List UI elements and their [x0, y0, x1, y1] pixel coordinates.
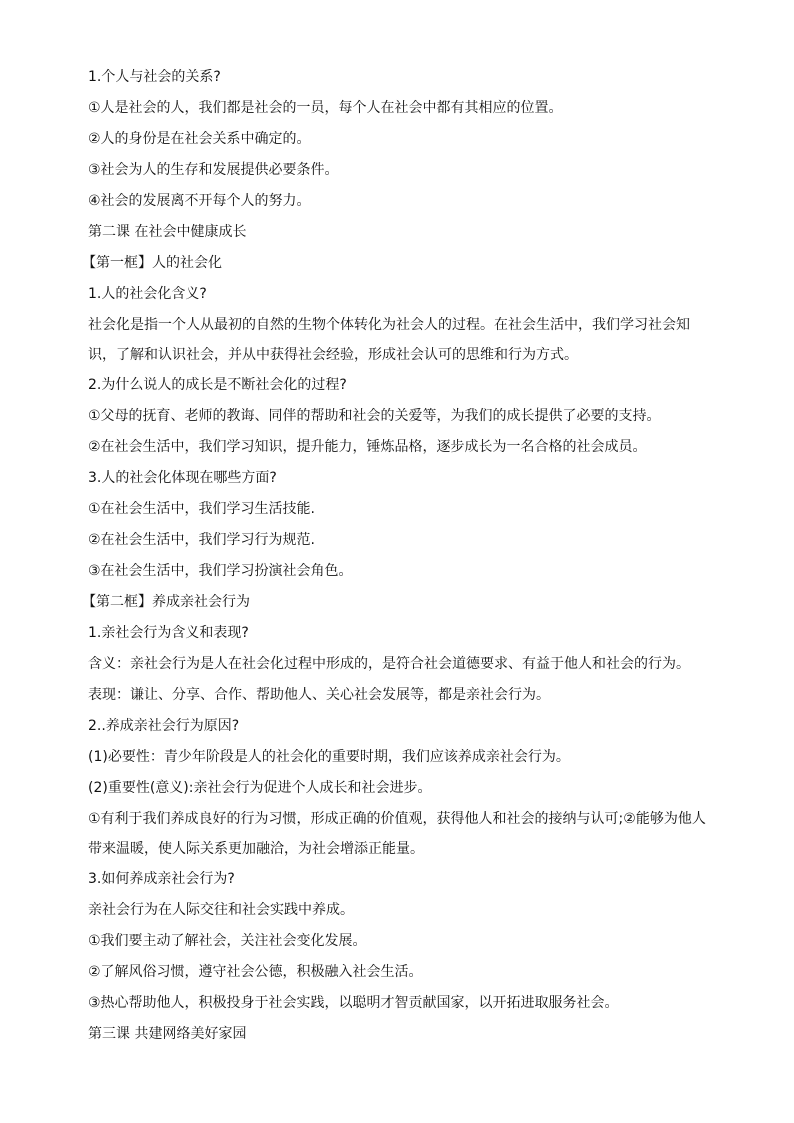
question-heading: 1.人的社会化含义?	[88, 286, 207, 302]
question-heading: 1.亲社会行为含义和表现?	[88, 625, 249, 641]
question-heading: 3.人的社会化体现在哪些方面?	[88, 470, 277, 486]
question-heading: 3.如何养成亲社会行为?	[88, 871, 235, 887]
answer-item: 亲社会行为在人际交往和社会实践中养成。	[88, 902, 354, 918]
question-heading: 1.个人与社会的关系?	[88, 69, 221, 85]
answer-item: ①父母的抚育、老师的教诲、同伴的帮助和社会的关爱等，为我们的成长提供了必要的支持。	[88, 408, 661, 424]
definition-line: 表现：谦让、分享、合作、帮助他人、关心社会发展等，都是亲社会行为。	[88, 687, 550, 703]
answer-item: ①我们要主动了解社会，关注社会变化发展。	[88, 933, 367, 949]
answer-item: ③社会为人的生存和发展提供必要条件。	[88, 162, 339, 178]
section-title: 【第二框】养成亲社会行为	[82, 594, 250, 610]
answer-item: ③在社会生活中，我们学习扮演社会角色。	[88, 563, 353, 579]
question-heading: 2..养成亲社会行为原因?	[88, 718, 240, 734]
answer-item: ①人是社会的人，我们都是社会的一员，每个人在社会中都有其相应的位置。	[88, 100, 563, 116]
section-title: 【第一框】人的社会化	[82, 255, 222, 271]
question-heading: 2.为什么说人的成长是不断社会化的过程?	[88, 377, 347, 393]
lesson-title: 第三课 共建网络美好家园	[88, 1026, 247, 1042]
answer-item: ③热心帮助他人，积极投身于社会实践，以聪明才智贡献国家，以开拓进取服务社会。	[88, 995, 619, 1011]
paragraph: 社会化是指一个人从最初的自然的生物个体转化为社会人的过程。在社会生活中，我们学习社会知识，了解和认识社会，并从中获得社会经验，形成社会认可的思维和行为方式。	[88, 317, 690, 363]
answer-item: ②人的身份是在社会关系中确定的。	[88, 131, 311, 147]
answer-item: (2)重要性(意义):亲社会行为促进个人成长和社会进步。	[88, 780, 432, 796]
document-body	[82, 62, 708, 1050]
lesson-title: 第二课 在社会中健康成长	[88, 224, 247, 240]
answer-item: ②了解风俗习惯，遵守社会公德，积极融入社会生活。	[88, 964, 423, 980]
answer-item: ①在社会生活中，我们学习生活技能.	[88, 501, 316, 517]
answer-item: ②在社会生活中，我们学习行为规范.	[88, 532, 316, 548]
definition-line: 含义：亲社会行为是人在社会化过程中形成的，是符合社会道德要求、有益于他人和社会的行为。	[88, 656, 690, 672]
paragraph: ①有利于我们养成良好的行为习惯，形成正确的价值观，获得他人和社会的接纳与认可;②能够为他人带来温暖，使人际关系更加融洽，为社会增添正能量。	[88, 811, 706, 857]
answer-item: ④社会的发展离不开每个人的努力。	[88, 193, 311, 209]
answer-item: (1)必要性：青少年阶段是人的社会化的重要时期，我们应该养成亲社会行为。	[88, 749, 570, 765]
answer-item: ②在社会生活中，我们学习知识，提升能力，锤炼品格，逐步成长为一名合格的社会成员。	[88, 439, 647, 455]
